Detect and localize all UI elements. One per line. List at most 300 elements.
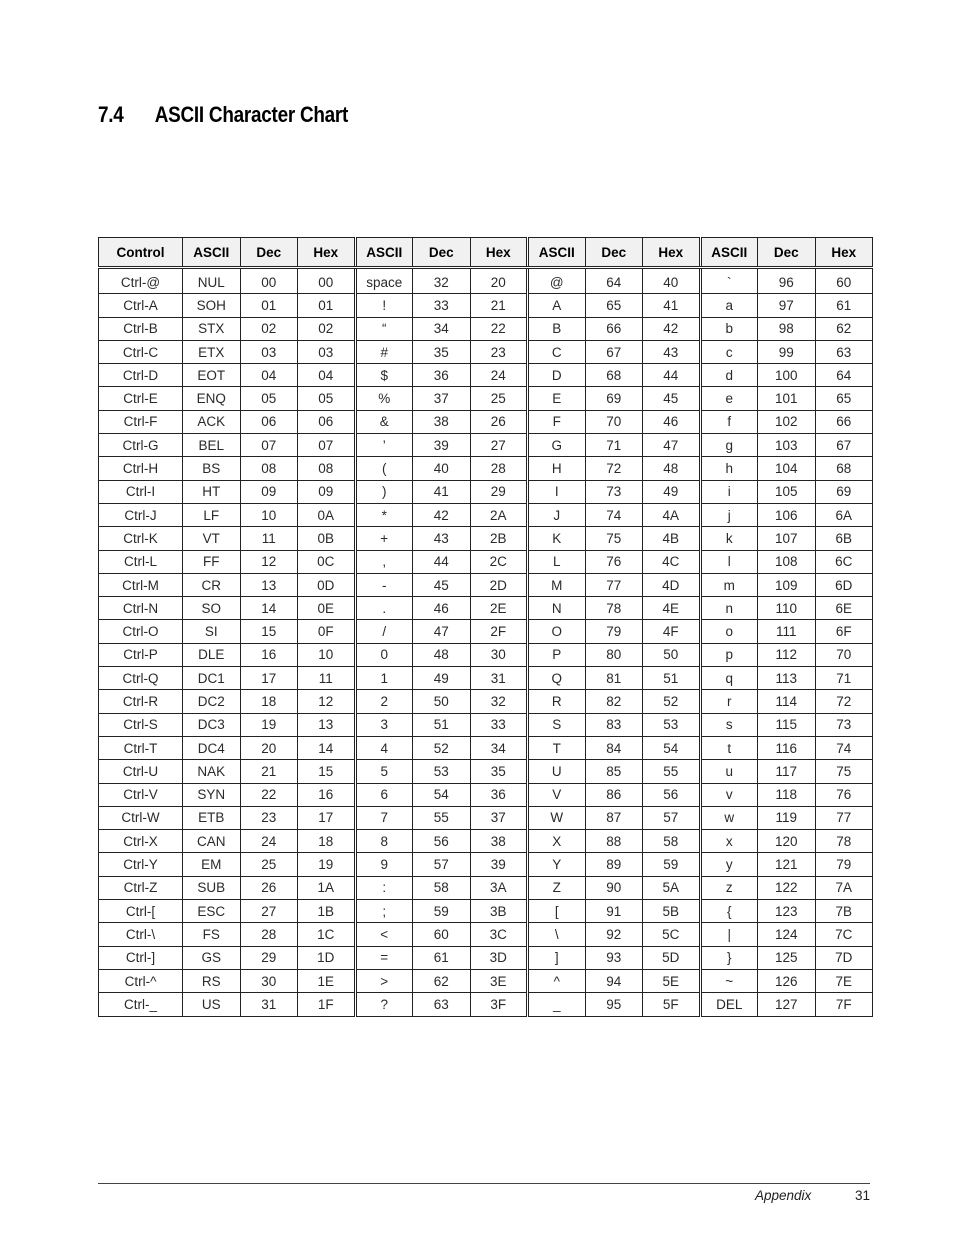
section-title: ASCII Character Chart [154,102,349,127]
table-cell: 124 [758,923,816,946]
table-cell: 84 [585,736,643,759]
table-cell: k [700,527,758,550]
table-cell: 5C [643,923,701,946]
table-cell: 58 [413,876,471,899]
table-cell: 1E [298,969,356,992]
table-cell: SI [183,620,241,643]
table-cell: J [528,503,586,526]
table-cell: 76 [815,783,873,806]
table-cell: Ctrl-T [99,736,183,759]
table-cell: V [528,783,586,806]
table-cell: 42 [413,503,471,526]
table-cell: 6D [815,573,873,596]
table-cell: Ctrl-@ [99,268,183,294]
table-cell: ’ [355,434,413,457]
table-cell: 72 [815,690,873,713]
table-cell: r [700,690,758,713]
table-cell: Ctrl-X [99,830,183,853]
table-cell: = [355,946,413,969]
table-cell: 85 [585,760,643,783]
table-cell: 35 [413,340,471,363]
table-cell: D [528,364,586,387]
table-cell: 06 [298,410,356,433]
table-cell: 2D [470,573,528,596]
table-cell: 101 [758,387,816,410]
table-cell: ~ [700,969,758,992]
table-cell: 13 [298,713,356,736]
table-cell: 68 [815,457,873,480]
table-cell: 44 [413,550,471,573]
table-cell: 73 [585,480,643,503]
table-cell: 12 [298,690,356,713]
table-cell: Ctrl-H [99,457,183,480]
ascii-chart-table [98,237,873,1017]
table-cell: 74 [815,736,873,759]
table-cell: 33 [470,713,528,736]
table-cell: NAK [183,760,241,783]
table-cell: 42 [643,317,701,340]
table-cell: 75 [815,760,873,783]
table-cell: g [700,434,758,457]
table-cell: Ctrl-Y [99,853,183,876]
table-cell: 53 [413,760,471,783]
table-row [99,573,873,596]
table-cell: 5E [643,969,701,992]
table-row [99,876,873,899]
table-cell: G [528,434,586,457]
table-cell: 122 [758,876,816,899]
table-cell: z [700,876,758,899]
table-cell: Ctrl-Q [99,667,183,690]
table-row [99,364,873,387]
table-cell: 11 [240,527,298,550]
table-cell: 4 [355,736,413,759]
table-cell: 30 [470,643,528,666]
table-cell: Z [528,876,586,899]
table-cell: o [700,620,758,643]
table-cell: 53 [643,713,701,736]
table-cell: ) [355,480,413,503]
table-cell: 111 [758,620,816,643]
table-cell: B [528,317,586,340]
table-cell: 41 [643,294,701,317]
table-row [99,900,873,923]
table-cell: ACK [183,410,241,433]
table-cell: 37 [413,387,471,410]
table-cell: Ctrl-P [99,643,183,666]
table-row [99,457,873,480]
table-cell: 1A [298,876,356,899]
table-cell: ? [355,993,413,1016]
table-cell: Ctrl-M [99,573,183,596]
table-row [99,480,873,503]
table-cell: Ctrl-E [99,387,183,410]
table-cell: 70 [815,643,873,666]
table-cell: Ctrl-L [99,550,183,573]
table-cell: 2 [355,690,413,713]
table-cell: 16 [240,643,298,666]
table-cell: 123 [758,900,816,923]
table-row [99,969,873,992]
table-cell: x [700,830,758,853]
table-cell: 4E [643,597,701,620]
table-cell: 65 [585,294,643,317]
table-cell: 71 [585,434,643,457]
table-cell: 127 [758,993,816,1016]
table-cell: 77 [815,806,873,829]
table-cell: A [528,294,586,317]
column-header: ASCII [528,238,586,268]
table-cell: Ctrl-K [99,527,183,550]
column-header: Dec [413,238,471,268]
table-cell: 32 [470,690,528,713]
table-body [99,268,873,1017]
table-cell: 80 [585,643,643,666]
table-cell: 66 [815,410,873,433]
table-cell: Ctrl-R [99,690,183,713]
table-cell: 55 [413,806,471,829]
table-cell: FS [183,923,241,946]
table-cell: 17 [298,806,356,829]
table-cell: 65 [815,387,873,410]
table-cell: 11 [298,667,356,690]
table-cell: 45 [413,573,471,596]
table-cell: 6 [355,783,413,806]
table-cell: 47 [413,620,471,643]
table-cell: 4C [643,550,701,573]
table-cell: DC2 [183,690,241,713]
table-cell: 30 [240,969,298,992]
table-cell: 77 [585,573,643,596]
table-cell: t [700,736,758,759]
table-cell: 37 [470,806,528,829]
table-cell: 57 [413,853,471,876]
table-cell: 29 [470,480,528,503]
table-cell: 114 [758,690,816,713]
table-cell: T [528,736,586,759]
table-cell: 8 [355,830,413,853]
table-cell: . [355,597,413,620]
column-header: Dec [585,238,643,268]
table-row [99,853,873,876]
table-row [99,550,873,573]
table-cell: h [700,457,758,480]
table-cell: 96 [758,268,816,294]
table-cell: 06 [240,410,298,433]
table-cell: m [700,573,758,596]
table-cell: 07 [240,434,298,457]
table-cell: 2E [470,597,528,620]
table-cell: 17 [240,667,298,690]
table-row [99,597,873,620]
table-cell: 01 [298,294,356,317]
table-cell: 56 [413,830,471,853]
table-row [99,503,873,526]
table-cell: 72 [585,457,643,480]
table-cell: 63 [815,340,873,363]
table-cell: 3F [470,993,528,1016]
table-cell: Ctrl-[ [99,900,183,923]
table-cell: 93 [585,946,643,969]
table-cell: 07 [298,434,356,457]
table-cell: 03 [240,340,298,363]
table-cell: 14 [240,597,298,620]
table-cell: 39 [413,434,471,457]
table-cell: 05 [298,387,356,410]
table-cell: 78 [585,597,643,620]
table-cell: 52 [643,690,701,713]
table-cell: 79 [585,620,643,643]
table-cell: \ [528,923,586,946]
table-cell: + [355,527,413,550]
table-cell: Ctrl-F [99,410,183,433]
table-cell: DLE [183,643,241,666]
table-cell: 117 [758,760,816,783]
table-cell: 18 [298,830,356,853]
table-cell: 60 [815,268,873,294]
table-cell: 1C [298,923,356,946]
table-cell: 31 [470,667,528,690]
table-cell: 102 [758,410,816,433]
table-cell: 34 [470,736,528,759]
table-cell: 56 [643,783,701,806]
column-header: Hex [643,238,701,268]
table-cell: 105 [758,480,816,503]
table-cell: : [355,876,413,899]
table-cell: 21 [240,760,298,783]
table-cell: 119 [758,806,816,829]
table-cell: 23 [240,806,298,829]
table-cell: Ctrl-A [99,294,183,317]
table-cell: 04 [298,364,356,387]
table-cell: ` [700,268,758,294]
table-cell: 19 [240,713,298,736]
table-cell: US [183,993,241,1016]
table-cell: 32 [413,268,471,294]
table-row [99,643,873,666]
table-cell: CAN [183,830,241,853]
table-row [99,294,873,317]
table-cell: 01 [240,294,298,317]
table-cell: 08 [298,457,356,480]
table-cell: 7F [815,993,873,1016]
table-cell: 6A [815,503,873,526]
table-cell: 7E [815,969,873,992]
table-cell: & [355,410,413,433]
table-row [99,387,873,410]
column-header: Hex [815,238,873,268]
table-cell: 5D [643,946,701,969]
table-cell: 63 [413,993,471,1016]
table-cell: 61 [815,294,873,317]
table-cell: 51 [413,713,471,736]
table-cell: 1D [298,946,356,969]
table-cell: 54 [643,736,701,759]
table-cell: 1 [355,667,413,690]
table-row [99,340,873,363]
table-cell: 49 [413,667,471,690]
table-cell: 7C [815,923,873,946]
table-cell: f [700,410,758,433]
table-cell: U [528,760,586,783]
table-cell: Ctrl-S [99,713,183,736]
table-cell: Ctrl-^ [99,969,183,992]
table-cell: } [700,946,758,969]
table-cell: 4D [643,573,701,596]
table-cell: 3A [470,876,528,899]
table-cell: 18 [240,690,298,713]
table-cell: 5B [643,900,701,923]
table-cell: > [355,969,413,992]
table-cell: BEL [183,434,241,457]
table-cell: HT [183,480,241,503]
table-cell: 115 [758,713,816,736]
table-cell: 26 [470,410,528,433]
table-cell: 92 [585,923,643,946]
table-cell: Ctrl-U [99,760,183,783]
table-cell: space [355,268,413,294]
table-cell: 103 [758,434,816,457]
table-cell: 118 [758,783,816,806]
table-cell: 0A [298,503,356,526]
section-heading [98,102,348,128]
table-cell: 64 [585,268,643,294]
table-cell: 60 [413,923,471,946]
table-cell: 43 [643,340,701,363]
table-cell: 97 [758,294,816,317]
column-header: Dec [240,238,298,268]
table-cell: y [700,853,758,876]
table-cell: I [528,480,586,503]
table-cell: 02 [298,317,356,340]
table-cell: 09 [298,480,356,503]
table-cell: p [700,643,758,666]
table-cell: DC4 [183,736,241,759]
table-cell: 14 [298,736,356,759]
table-cell: Ctrl-G [99,434,183,457]
column-header: Dec [758,238,816,268]
table-cell: ETX [183,340,241,363]
table-cell: 61 [413,946,471,969]
table-cell: d [700,364,758,387]
table-cell: ; [355,900,413,923]
table-cell: 5F [643,993,701,1016]
table-cell: 74 [585,503,643,526]
footer-page-number: 31 [855,1188,871,1203]
table-cell: Ctrl-C [99,340,183,363]
table-cell: 22 [470,317,528,340]
table-cell: , [355,550,413,573]
table-cell: c [700,340,758,363]
table-cell: 4B [643,527,701,550]
table-cell: - [355,573,413,596]
table-cell: 36 [413,364,471,387]
table-cell: 7 [355,806,413,829]
table-cell: 69 [815,480,873,503]
table-cell: 31 [240,993,298,1016]
table-cell: 12 [240,550,298,573]
table-cell: Ctrl-D [99,364,183,387]
table-cell: 6C [815,550,873,573]
table-row [99,946,873,969]
table-cell: 34 [413,317,471,340]
table-cell: ] [528,946,586,969]
table-cell: / [355,620,413,643]
table-cell: 04 [240,364,298,387]
table-cell: 6B [815,527,873,550]
table-cell: 16 [298,783,356,806]
table-cell: 38 [413,410,471,433]
table-cell: E [528,387,586,410]
table-cell: LF [183,503,241,526]
table-row [99,620,873,643]
table-cell: 4A [643,503,701,526]
table-cell: 82 [585,690,643,713]
table-cell: 116 [758,736,816,759]
table-cell: 15 [240,620,298,643]
table-cell: 27 [470,434,528,457]
table-cell: q [700,667,758,690]
table-cell: 126 [758,969,816,992]
table-cell: 78 [815,830,873,853]
table-cell: 25 [240,853,298,876]
table-cell: W [528,806,586,829]
table-cell: i [700,480,758,503]
table-row [99,806,873,829]
table-cell: DC1 [183,667,241,690]
table-cell: 02 [240,317,298,340]
table-cell: N [528,597,586,620]
table-cell: 91 [585,900,643,923]
table-cell: 95 [585,993,643,1016]
table-cell: u [700,760,758,783]
table-cell: Ctrl-_ [99,993,183,1016]
table-cell: 08 [240,457,298,480]
table-cell: Ctrl-O [99,620,183,643]
table-cell: 94 [585,969,643,992]
table-cell: 76 [585,550,643,573]
table-cell: 2C [470,550,528,573]
table-cell: 57 [643,806,701,829]
table-cell: 108 [758,550,816,573]
table-cell: 110 [758,597,816,620]
table-cell: VT [183,527,241,550]
table-cell: P [528,643,586,666]
table-cell: 0E [298,597,356,620]
table-cell: 3 [355,713,413,736]
table-cell: L [528,550,586,573]
table-row [99,760,873,783]
table-cell: 5A [643,876,701,899]
table-cell: | [700,923,758,946]
table-cell: Ctrl-J [99,503,183,526]
table-cell: 120 [758,830,816,853]
table-cell: 23 [470,340,528,363]
table-cell: 7B [815,900,873,923]
table-cell: a [700,294,758,317]
table-header-row [99,238,873,268]
table-cell: 59 [643,853,701,876]
table-cell: 19 [298,853,356,876]
table-cell: SYN [183,783,241,806]
table-cell: K [528,527,586,550]
table-cell: 86 [585,783,643,806]
table-cell: 29 [240,946,298,969]
table-cell: 10 [298,643,356,666]
column-header: ASCII [355,238,413,268]
table-cell: 70 [585,410,643,433]
table-cell: 1F [298,993,356,1016]
